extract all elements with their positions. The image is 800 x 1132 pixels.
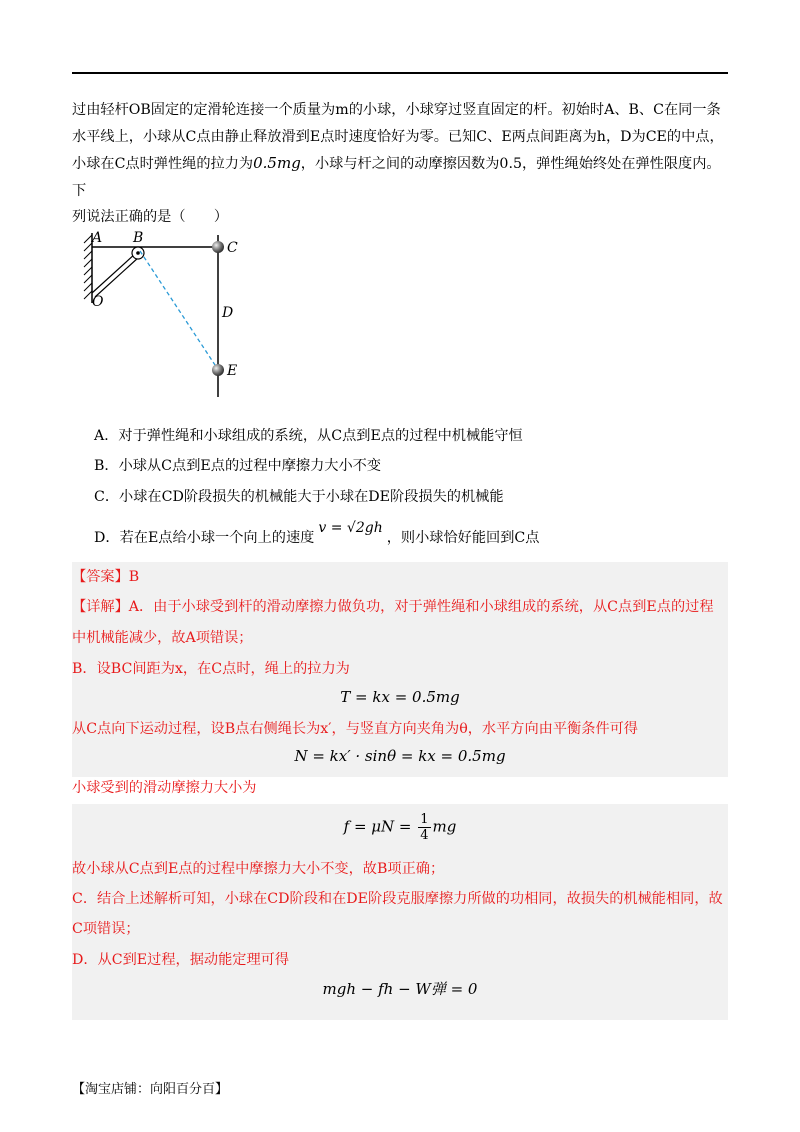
detail-d-line-1: D．从C到E过程，据动能定理可得 (72, 952, 290, 968)
rod-ob-2 (95, 257, 139, 297)
rod-ob-1 (92, 253, 136, 293)
label-e: E (227, 363, 238, 379)
equation-1: T = kx = 0.5mg (340, 688, 460, 706)
ball-at-e (212, 364, 224, 376)
option-a: A．对于弹性绳和小球组成的系统，从C点到E点的过程中机械能守恒 (94, 428, 523, 444)
detail-b-line-3: 小球受到的滑动摩擦力大小为 (72, 780, 257, 796)
label-d: D (222, 305, 234, 321)
question-line-3: 小球在C点时弹性绳的拉力为0.5mg，小球与杆之间的动摩擦因数为0.5，弹性绳始终处在弹性限度内。下 (72, 154, 721, 199)
detail-line-2: 中机械能减少，故A项错误； (72, 630, 253, 646)
question-line-1: 过由轻杆OB固定的定滑轮连接一个质量为m的小球，小球穿过竖直固定的杆。初始时A、B、C在同一条 (72, 102, 721, 118)
detail-b-line-1: B．设BC间距为x，在C点时，绳上的拉力为 (72, 661, 350, 677)
tension-expr: 0.5mg (253, 154, 301, 172)
question-line-4: 列说法正确的是（ ） (72, 209, 229, 225)
question-line-2: 水平线上，小球从C点由静止释放滑到E点时速度恰好为零。已知C、E两点间距离为h，D为CE的中点， (72, 128, 724, 145)
label-a: A (92, 230, 103, 246)
physics-diagram (72, 225, 272, 400)
detail-b-line-4: 故小球从C点到E点的过程中摩擦力大小不变，故B项正确； (72, 861, 445, 877)
label-o: O (92, 294, 104, 310)
question-text (72, 97, 732, 231)
equation-3: f = μN = $\frac{1}{4}$ mg (343, 812, 457, 843)
detail-line-1: 【详解】A．由于小球受到杆的滑动摩擦力做负功，对于弹性绳和小球组成的系统，从C点到E点的过程 (72, 599, 714, 615)
fraction: $\frac{1}{4}$ (420, 812, 429, 843)
detail-c-line-1: C．结合上述解析可知，小球在CD阶段和在DE阶段克服摩擦力所做的功相同，故损失的机械能相同，故 (72, 891, 723, 907)
option-d: D．若在E点给小球一个向上的速度v = √2gh，则小球恰好能回到C点 (94, 520, 540, 546)
detail-b-line-2: 从C点向下运动过程，设B点右侧绳长为x′，与竖直方向夹角为θ，水平方向由平衡条件可得 (72, 721, 638, 737)
wall-hatching (84, 235, 92, 299)
equation-2: N = kx′ · sinθ = kx = 0.5mg (294, 747, 506, 765)
option-b: B．小球从C点到E点的过程中摩擦力大小不变 (94, 458, 382, 474)
label-b: B (133, 230, 144, 246)
equation-4: mgh − fh − W弹 = 0 (322, 980, 478, 998)
answer-label: 【答案】B (72, 569, 140, 585)
label-c: C (227, 240, 238, 256)
pulley-center (136, 251, 140, 255)
ball-at-c (212, 241, 224, 253)
footer-shop: 【淘宝店铺：向阳百分百】 (72, 1082, 229, 1097)
velocity-expr: v = √2gh (318, 520, 383, 536)
elastic-rope (140, 251, 217, 368)
detail-c-line-2: C项错误； (72, 921, 140, 937)
top-rule (72, 72, 728, 74)
option-c: C．小球在CD阶段损失的机械能大于小球在DE阶段损失的机械能 (94, 489, 504, 505)
